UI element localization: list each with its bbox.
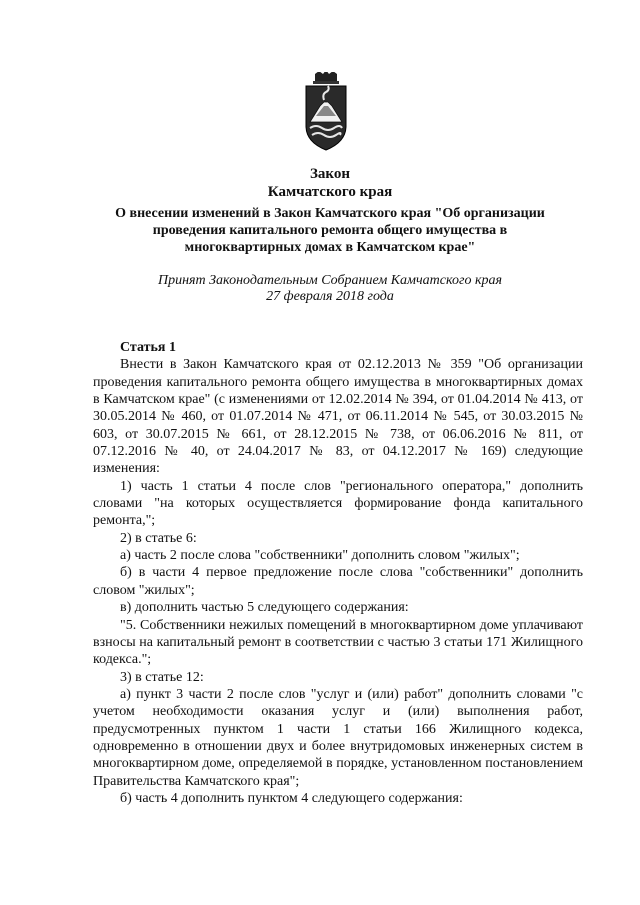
amendment-item: 1) часть 1 статьи 4 после слов "регионального оператора," дополнить словами "на которых осуществляется формирование фонда капитального ремонта,"; [93, 478, 583, 529]
adoption-body: Принят Законодательным Собранием Камчатского края [157, 273, 503, 288]
amendment-subitem: в) дополнить частью 5 следующего содержания: [120, 600, 409, 616]
law-subject-line: многоквартирных домах в Камчатском крае" [184, 240, 476, 255]
law-subject-line: проведения капитального ремонта общего имущества в [152, 223, 508, 238]
amendment-item: 3) в статье 12: [120, 669, 204, 685]
kamchatka-coat-of-arms-icon [302, 72, 350, 154]
amendment-subitem: б) в части 4 первое предложение после слова "собственники" дополнить словом "жилых"; [93, 565, 583, 598]
article-intro: Внести в Закон Камчатского края от 02.12.2013 № 359 "Об организации проведения капитального ремонта общего имущества в многоквартирных домах в Камчатском крае" (с изменениями от 12.02.2014 № 394, от 01.04.2014 № 413, от 30.05.2014 № 460, от 01.07.2014 № 471, от 06.11.2014 № 545, от 30.03.2015 № 603, от 30.07.2015 № 661, от 28.12.2015 № 738, от 06.06.2016 № 811, от 07.12.2016 № 40, от 24.04.2017 № 83, от 04.12.2017 № 169) следующие изменения: [93, 357, 583, 477]
article-title: Статья 1 [120, 340, 176, 355]
adoption-date: 27 февраля 2018 года [266, 289, 394, 304]
document-type: Закон [309, 166, 350, 182]
amendment-subitem: а) часть 2 после слова "собственники" дополнить словом "жилых"; [120, 548, 520, 564]
law-subject [60, 205, 600, 256]
article-body [93, 339, 583, 807]
amendment-subitem: а) пункт 3 части 2 после слов "услуг и (или) работ" дополнить словами "с учетом необходимости оказания услуг и (или) выполнения работ, предусмотренных пунктом 1 части 1 статьи 166 Жилищного кодекса, одновременно в отношении двух и более внутридомовых инженерных систем в многоквартирном доме, определяемой в порядке, установленном постановлением Правительства Камчатского края"; [93, 686, 583, 789]
amendment-item: 2) в статье 6: [120, 530, 197, 546]
law-subject-line: О внесении изменений в Закон Камчатского края "Об организации [115, 206, 545, 221]
document-region: Камчатского края [267, 184, 393, 200]
adoption-note [60, 273, 600, 305]
amendment-subitem: б) часть 4 дополнить пунктом 4 следующего содержания: [120, 790, 463, 806]
amendment-quote: "5. Собственники нежилых помещений в многоквартирном доме уплачивают взносы на капитальный ремонт в соответствии с частью 3 статьи 171 Жилищного кодекса."; [93, 617, 583, 668]
